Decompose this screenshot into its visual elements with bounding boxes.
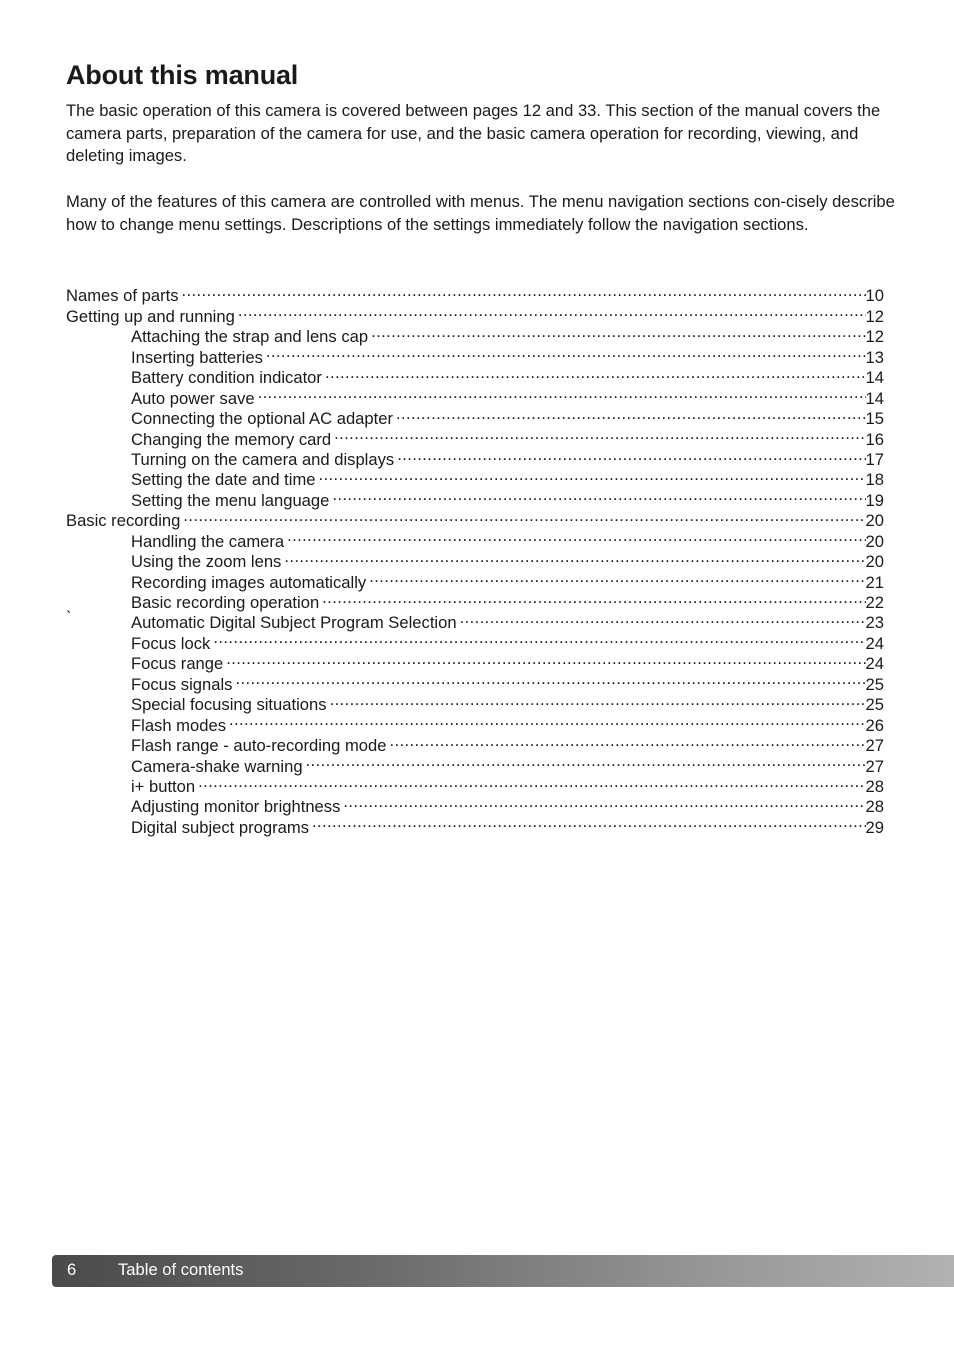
dot-leader — [396, 404, 866, 424]
intro-paragraph-1: The basic operation of this camera is covered between pages 12 and 33. This section of the manual covers the camera parts, preparation of the camera for use, and the basic camera operation for recording, viewing, and deleting images. — [66, 101, 881, 166]
dot-leader — [266, 342, 866, 362]
toc-entry-page: 24 — [865, 633, 884, 653]
toc-entry[interactable] — [66, 342, 884, 367]
toc-entry-page: 23 — [865, 613, 884, 633]
toc-entry[interactable] — [66, 772, 884, 796]
toc-entry-title: Getting up and running — [66, 306, 235, 326]
section-label: Table of contents — [118, 1260, 244, 1279]
toc-entry-title: Focus signals — [131, 674, 233, 694]
toc-entry[interactable] — [66, 731, 884, 756]
toc-entry[interactable] — [66, 465, 884, 490]
toc-entry[interactable] — [66, 588, 884, 612]
toc-entry[interactable] — [66, 710, 884, 735]
toc-entry-page: 17 — [865, 449, 884, 469]
toc-entry[interactable] — [66, 526, 884, 551]
toc-entry[interactable] — [66, 547, 884, 572]
dot-leader — [287, 526, 865, 546]
toc-entry-page: 24 — [865, 654, 884, 674]
dot-leader — [198, 772, 865, 792]
toc-entry-title: Battery condition indicator — [131, 368, 322, 388]
toc-entry[interactable] — [66, 751, 884, 776]
table-of-contents — [66, 281, 884, 837]
toc-entry-page: 27 — [865, 736, 884, 756]
dot-leader — [226, 649, 865, 669]
toc-entry-title: Inserting batteries — [131, 347, 263, 367]
toc-entry[interactable] — [66, 445, 884, 469]
toc-entry-title: Setting the menu language — [131, 490, 330, 510]
dot-leader — [334, 424, 865, 444]
toc-entry-page: 22 — [865, 593, 884, 612]
toc-entry-title: Connecting the optional AC adapter — [131, 409, 393, 429]
dot-leader — [343, 792, 865, 812]
dot-leader — [330, 690, 866, 710]
dot-leader — [284, 547, 865, 567]
dot-leader — [369, 567, 865, 587]
dot-leader — [332, 485, 865, 505]
toc-entry-title: Setting the date and time — [131, 470, 316, 490]
dot-leader — [182, 281, 866, 301]
toc-entry-title: Digital subject programs — [131, 817, 309, 837]
toc-entry-title: Names of parts — [66, 286, 179, 306]
toc-entry-title: Auto power save — [131, 388, 255, 408]
toc-entry-title: Flash range - auto-recording mode — [131, 736, 387, 756]
toc-entry-page: 25 — [865, 695, 884, 715]
dot-leader — [319, 465, 866, 485]
toc-entry[interactable] — [66, 792, 884, 817]
dot-leader — [312, 812, 866, 832]
toc-entry-page: 19 — [865, 490, 884, 510]
toc-entry[interactable] — [66, 424, 884, 449]
toc-entry[interactable] — [66, 322, 884, 347]
toc-entry-title: Attaching the strap and lens cap — [131, 327, 369, 347]
toc-entry[interactable] — [66, 628, 884, 653]
toc-entry[interactable] — [66, 485, 884, 510]
toc-entry-page: 29 — [865, 817, 884, 837]
dot-leader — [397, 445, 865, 465]
toc-entry-page: 28 — [865, 776, 884, 796]
dot-leader — [183, 506, 865, 526]
toc-entry-page: 18 — [865, 470, 884, 490]
page-title: About this manual — [66, 60, 299, 90]
toc-entry-page: 10 — [865, 286, 884, 306]
toc-entry-title: Changing the memory card — [131, 429, 332, 449]
dot-leader — [213, 628, 865, 648]
toc-entry[interactable] — [66, 812, 884, 837]
toc-entry[interactable] — [66, 383, 884, 408]
toc-entry-page: 12 — [865, 327, 884, 347]
dot-leader — [235, 669, 865, 689]
toc-entry-title: Special focusing situations — [131, 695, 327, 715]
toc-entry[interactable] — [66, 506, 884, 531]
toc-entry[interactable] — [66, 281, 884, 306]
footer-bar — [52, 1255, 954, 1287]
toc-entry[interactable] — [66, 690, 884, 715]
toc-entry[interactable] — [66, 404, 884, 429]
toc-entry-title: i+ button — [131, 776, 196, 796]
toc-entry[interactable] — [66, 363, 884, 388]
toc-entry-title: Focus range — [131, 654, 224, 674]
dot-leader — [371, 322, 865, 342]
toc-entry-page: 20 — [865, 552, 884, 572]
dot-leader — [258, 383, 866, 403]
toc-entry[interactable] — [66, 608, 884, 633]
toc-entry[interactable] — [66, 649, 884, 674]
dot-leader — [306, 751, 866, 771]
toc-entry-title: Adjusting monitor brightness — [131, 797, 341, 817]
toc-entry-title: Flash modes — [131, 715, 226, 735]
toc-entry-page: 14 — [865, 368, 884, 388]
toc-entry-title: Camera-shake warning — [131, 756, 303, 776]
toc-entry[interactable] — [66, 567, 884, 592]
toc-entry-page: 15 — [865, 409, 884, 429]
toc-entry[interactable] — [66, 669, 884, 694]
toc-entry-title: Turning on the camera and displays — [131, 449, 395, 469]
toc-entry-title: Focus lock — [131, 633, 211, 653]
toc-entry-page: 21 — [865, 572, 884, 592]
dot-leader — [322, 588, 865, 608]
toc-entry-page: 14 — [865, 388, 884, 408]
toc-entry-title: Basic recording — [66, 511, 181, 531]
toc-entry-page: 20 — [865, 511, 884, 531]
toc-entry-page: 27 — [865, 756, 884, 776]
dot-leader — [238, 301, 866, 321]
toc-entry-title: Basic recording operation — [131, 593, 320, 612]
toc-entry-page: 13 — [865, 347, 884, 367]
dot-leader — [390, 731, 866, 751]
toc-entry[interactable] — [66, 301, 884, 326]
toc-entry-page: 28 — [865, 797, 884, 817]
toc-entry-title: Using the zoom lens — [131, 552, 282, 572]
toc-entry-page: 25 — [865, 674, 884, 694]
toc-entry-page: 12 — [865, 306, 884, 326]
stray-mark: ` — [66, 608, 72, 627]
intro-paragraph-2: Many of the features of this camera are controlled with menus. The menu navigation sections con-cisely describe how to change menu settings. Descriptions of the settings immediately follow the navigation sections. — [66, 192, 895, 234]
dot-leader — [229, 710, 866, 730]
toc-entry-page: 16 — [865, 429, 884, 449]
toc-entry-title: Automatic Digital Subject Program Selection — [131, 613, 457, 633]
dot-leader — [460, 608, 866, 628]
toc-entry-title: Handling the camera — [131, 531, 285, 551]
dot-leader — [325, 363, 866, 383]
toc-entry-page: 26 — [865, 715, 884, 735]
toc-entry-page: 20 — [865, 531, 884, 551]
toc-entry-title: Recording images automatically — [131, 572, 367, 592]
page-number: 6 — [67, 1260, 77, 1279]
